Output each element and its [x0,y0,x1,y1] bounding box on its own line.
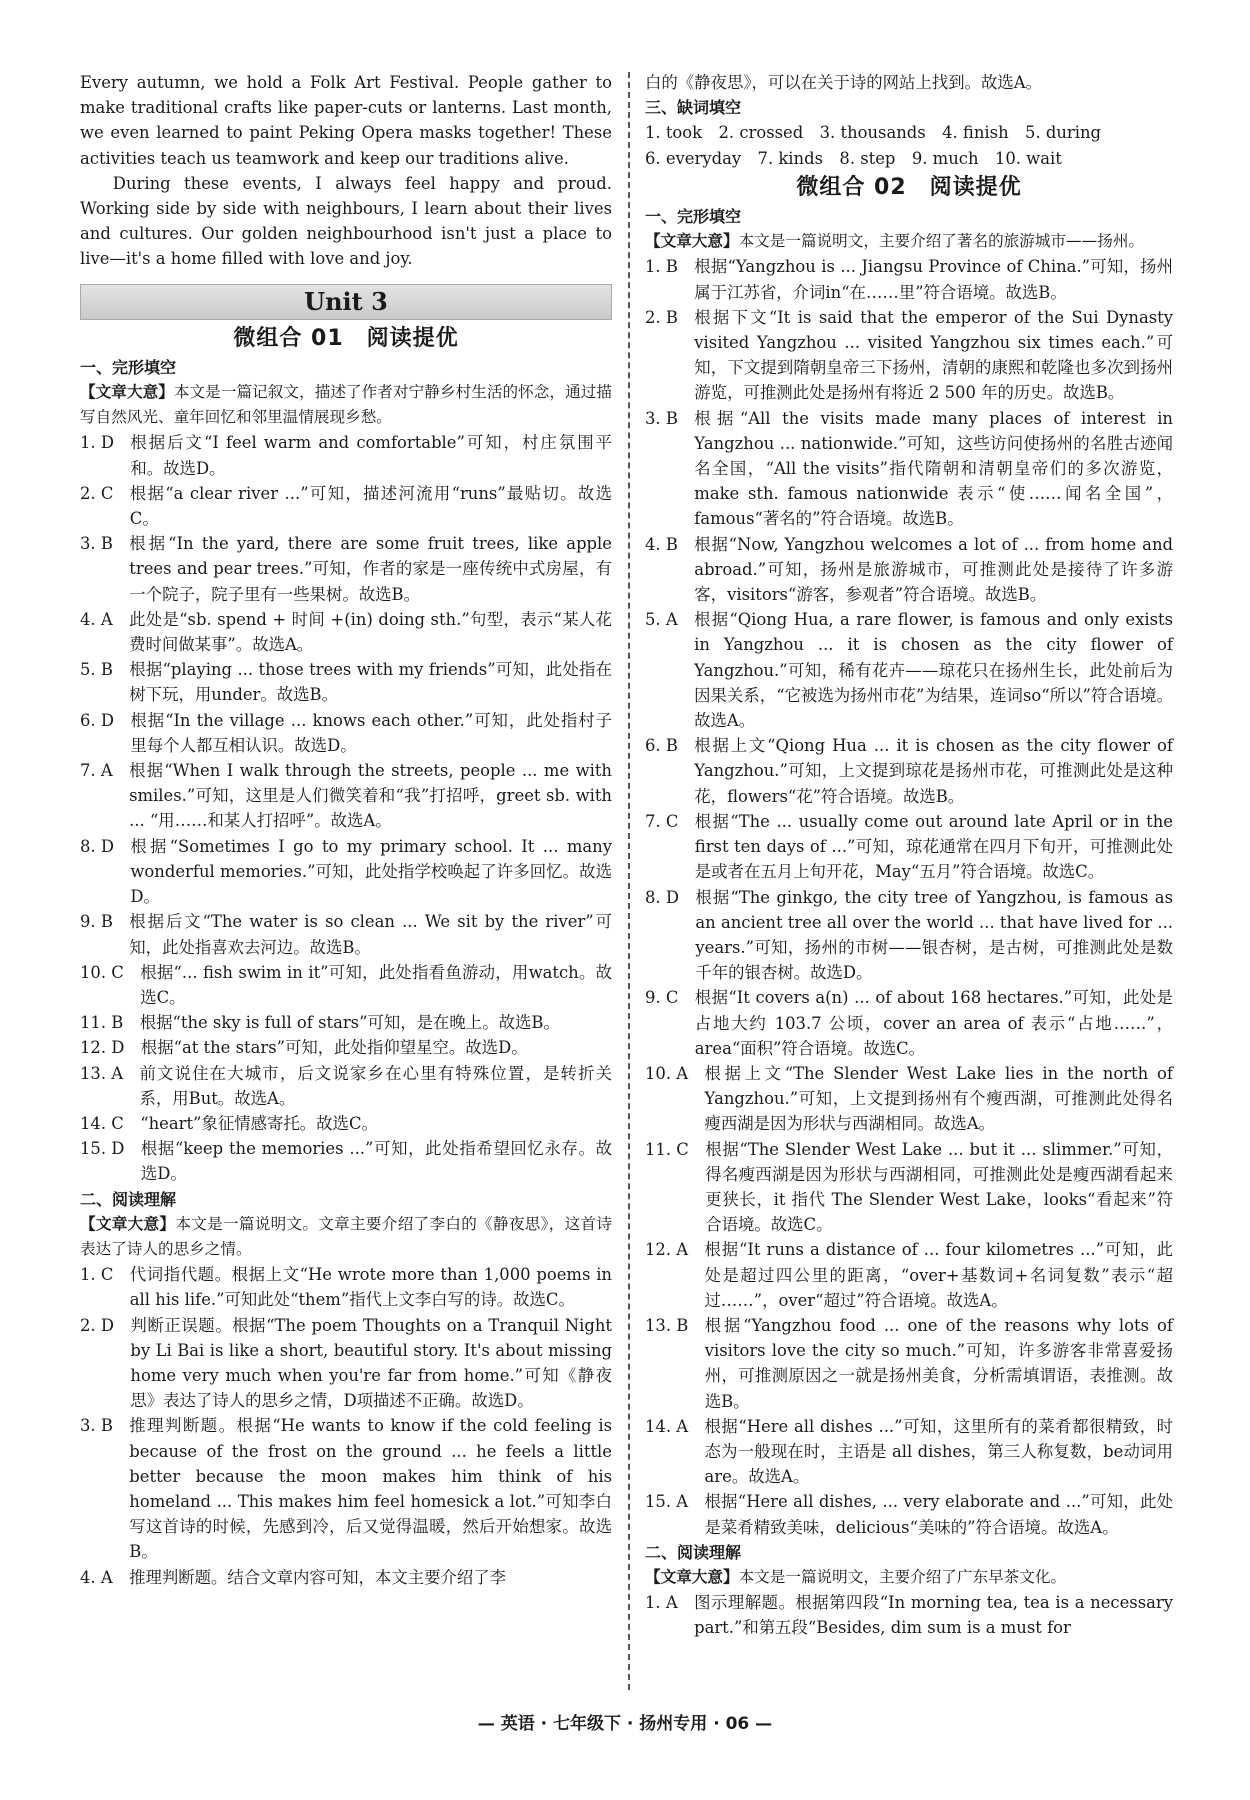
answer-number: 4. B [645,534,695,554]
section-heading-reading: 二、阅读理解 [645,1542,742,1562]
answer-explanation: 根据“Now, Yangzhou welcomes a lot of ... from home and abroad.”可知，扬州是旅游城市，可推测此处是接待了许多游客，visitors“游客，参观者”符合语境。故选B。 [694,534,1173,605]
answer-list-reading [80,1262,612,1590]
answer-explanation: 根据“It covers a(n) ... of about 168 hectares.”可知，此处是占地大约 103.7 公顷，cover an area of 表示“占地……”，area“面积”符合语境。故选C。 [694,988,1173,1058]
answer-item [80,481,612,531]
answer-item [80,1262,612,1312]
answer-explanation: 根据上文“Qiong Hua ... it is chosen as the city flower of Yangzhou.”可知，上文提到琼花是扬州市花，可推测此处是这种花，flowers“花”符合语境。故选B。 [694,736,1173,806]
answer-number: 14. C [80,1113,141,1133]
answer-number: 3. B [645,408,695,428]
answer-explanation: 代词指代题。根据上文“He wrote more than 1,000 poems in all his life.”可知此处“them”指代上文李白写的诗。故选C。 [129,1265,612,1310]
answer-item [80,1061,612,1111]
answer-item [645,406,1173,532]
answer-explanation: 根据“Here all dishes ...”可知，这里所有的菜肴都很精致，时态为一般现在时，主语是 all dishes，第三人称复数，be动词用are。故选A。 [704,1416,1173,1487]
passage-paragraph: Every autumn, we hold a Folk Art Festival. People gather to make traditional crafts like paper-cuts or lanterns. Last month, we even learned to paint Peking Opera masks together! These activities teach us teamwork and keep our traditions alive. [80,73,612,168]
answer-item [645,1414,1173,1490]
summary-tag: 【文章大意】 [645,232,739,251]
answer-item [80,1565,612,1590]
answer-number: 2. C [80,483,130,503]
answer-explanation: 根据“at the stars”可知，此处指仰望星空。故选D。 [140,1038,528,1058]
answer-item [645,1061,1173,1137]
answer-item [645,985,1173,1061]
answer-explanation: 根据“Qiong Hua, a rare flower, is famous and only exists in Yangzhou ... it is chosen as the city flower of Yangzhou.”可知，稀有花卉——琼花只在扬州生长，此处前后为因果关系，“它被选为扬州市花”为结果，连词so“所以”符合语境。故选A。 [694,610,1173,731]
answer-number: 9. B [80,912,130,932]
summary-tag: 【文章大意】 [80,383,174,402]
right-column [645,70,1173,1641]
answer-item [80,1413,612,1564]
answer-item [645,1590,1173,1640]
answer-item [80,909,612,959]
answer-number: 2. B [645,307,695,327]
answer-number: 15. A [645,1492,705,1512]
answer-number: 7. C [645,811,695,831]
answer-number: 9. C [645,988,695,1008]
answer-number: 6. D [80,710,131,730]
answer-item [80,1035,612,1060]
answer-list-cloze [80,430,612,1186]
summary-text: 本文是一篇说明文。文章主要介绍了李白的《静夜思》，这首诗表达了诗人的思乡之情。 [80,1214,612,1258]
answer-item [645,305,1173,406]
answer-number: 5. A [645,610,695,630]
page-footer: — 英语 · 七年级下 · 扬州专用 · 06 — [477,1714,773,1734]
answer-number: 3. B [80,1416,130,1436]
answer-number: 11. B [80,1013,140,1033]
answer-number: 10. C [80,962,141,982]
answer-explanation: 根据“Here all dishes, ... very elaborate and ...”可知，此处是菜肴精致美味，delicious“美味的”符合语境。故选A。 [704,1492,1173,1537]
answer-explanation: 根据“keep the memories ...”可知，此处指希望回忆永存。故选D。 [140,1139,612,1184]
section-heading-reading: 二、阅读理解 [80,1189,177,1209]
answer-number: 14. A [645,1416,705,1436]
answer-number: 15. D [80,1139,141,1159]
answer-item [645,1489,1173,1539]
answer-number: 8. D [80,836,131,856]
group-title-02: 微组合 02 阅读提优 [796,174,1022,200]
answer-explanation: 根据“In the village ... knows each other.”可知，此处指村子里每个人都互相认识。故选D。 [130,710,612,755]
answer-explanation: 根据“It runs a distance of ... four kilometres ...”可知，此处是超过四公里的距离，“over+基数词+名词复数”表示“超过……”，over“超过”符合语境。故选A。 [704,1240,1173,1310]
answer-explanation: 根据“Yangzhou is ... Jiangsu Province of China.”可知，扬州属于江苏省，介词in“在……里”符合语境。故选B。 [694,257,1173,302]
answer-item [645,885,1173,986]
column-divider [628,72,630,1690]
answer-explanation: 根据“Yangzhou food ... one of the reasons why lots of visitors love the city so much.”可知，许多游客非常喜爱扬州，可推测原因之一就是扬州美食，分析需填谓语，表推测。故选B。 [704,1315,1173,1411]
article-summary [645,229,1173,254]
article-summary [80,1212,612,1262]
answer-explanation: 根据“In the yard, there are some fruit trees, like apple trees and pear trees.”可知，作者的家是一座传统中式房屋，有一个院子，院子里有一些果树。故选B。 [129,534,612,604]
answer-explanation: 根据后文“I feel warm and comfortable”可知，村庄氛围平和。故选D。 [130,433,612,478]
article-summary [645,1565,1173,1590]
answer-item [80,758,612,834]
group-title-01: 微组合 01 阅读提优 [233,325,459,351]
fill-answers-row: 1. took 2. crossed 3. thousands 4. finish 5. during [645,123,1102,143]
answer-explanation: 根据“Sometimes I go to my primary school. It ... many wonderful memories.”可知，此处指学校唤起了许多回忆。故选D。 [130,836,612,907]
summary-text: 本文是一篇说明文，主要介绍了广东早茶文化。 [738,1567,1067,1586]
answer-number: 3. B [80,534,130,554]
answer-number: 6. B [645,736,695,756]
answer-number: 1. B [645,257,695,277]
answer-item [645,254,1173,304]
answer-number: 4. A [80,1567,130,1587]
section-heading-fill: 三、缺词填空 [645,98,742,118]
section-heading-cloze: 一、完形填空 [80,357,177,377]
answer-number: 1. C [80,1265,130,1285]
answer-number: 8. D [645,887,696,907]
section-heading-cloze: 一、完形填空 [645,207,742,227]
fill-answers-row: 6. everyday 7. kinds 8. step 9. much 10. wait [645,148,1062,168]
answer-number: 12. D [80,1038,141,1058]
left-column [80,70,612,1590]
answer-list-cloze [645,254,1173,1539]
continued-answer: 白的《静夜思》，可以在关于诗的网站上找到。故选A。 [645,73,1043,92]
answer-item [80,531,612,607]
answer-explanation: 前文说住在大城市，后文说家乡在心里有特殊位置，是转折关系，用But。故选A。 [139,1063,612,1108]
answer-number: 4. A [80,609,130,629]
answer-number: 1. D [80,433,131,453]
answer-explanation: 根据后文“The water is so clean ... We sit by the river”可知，此处指喜欢去河边。故选B。 [129,912,612,957]
answer-explanation: 判断正误题。根据“The poem Thoughts on a Tranquil Night by Li Bai is like a short, beautiful story. It's about missing home very much when you're far from home.”可知《静夜思》表达了诗人的思乡之情，D项描述不正确。故选D。 [130,1315,612,1411]
answer-item [80,430,612,480]
answer-item [645,809,1173,885]
answer-item [80,834,612,910]
answer-item [645,1237,1173,1313]
answer-explanation: 根据“the sky is full of stars”可知，是在晚上。故选B。 [139,1013,560,1033]
answer-item [645,607,1173,733]
answer-explanation: 图示理解题。根据第四段“In morning tea, tea is a necessary part.”和第五段“Besides, dim sum is a must for [694,1593,1173,1638]
answer-explanation: 推理判断题。结合文章内容可知，本文主要介绍了李 [129,1567,507,1587]
answer-number: 5. B [80,660,130,680]
answer-number: 12. A [645,1240,705,1260]
answer-explanation: 根据“The Slender West Lake ... but it ... slimmer.”可知，得名瘦西湖是因为形状与西湖相同，可推测此处是瘦西湖看起来更狭长，it 指代 The Slender West Lake，looks“看起来”符合语境。故选C。 [705,1139,1173,1235]
answer-number: 2. D [80,1315,131,1335]
answer-explanation: 推理判断题。根据“He wants to know if the cold feeling is because of the frost on the ground ... he feels a little better because the moon makes him think of his homeland ... This makes him feel homesick a lot.”可知李白写这首诗的时候，先感到冷，后又觉得温暖，然后开始想家。故选B。 [129,1416,612,1562]
answer-explanation: 根据下文“It is said that the emperor of the Sui Dynasty visited Yangzhou ... visited Yangzhou six times each.”可知，下文提到隋朝皇帝三下扬州，清朝的康熙和乾隆也多次到扬州游览，可推测此处是扬州有将近 2 500 年的历史。故选B。 [694,307,1173,403]
answer-explanation: 根据上文“The Slender West Lake lies in the north of Yangzhou.”可知，上文提到扬州有个瘦西湖，可推测此处得名瘦西湖是因为形状与西湖相同。故选A。 [704,1063,1173,1134]
answer-item [80,708,612,758]
answer-explanation: 根据“a clear river ...”可知，描述河流用“runs”最贴切。故选C。 [129,483,612,529]
summary-text: 本文是一篇记叙文，描述了作者对宁静乡村生活的怀念，通过描写自然风光、童年回忆和邻里温情展现乡愁。 [80,383,612,427]
answer-item [645,1313,1173,1414]
answer-number: 7. A [80,761,130,781]
passage-paragraph: During these events, I always feel happy and proud. Working side by side with neighbours, I learn about their lives and cultures. Our golden neighbourhood isn't just a place to live—it's a home filled with love and joy. [80,173,612,269]
answer-item [645,733,1173,809]
answer-number: 13. B [645,1315,705,1335]
unit-banner: Unit 3 [80,284,612,320]
answer-explanation: 此处是“sb. spend + 时间 +(in) doing sth.”句型，表示“某人花费时间做某事”。故选A。 [129,609,612,655]
answer-number: 13. A [80,1063,140,1083]
answer-number: 1. A [645,1593,695,1613]
answer-explanation: “heart”象征情感寄托。故选C。 [140,1113,378,1133]
answer-item [80,657,612,707]
reading-passage [80,70,612,272]
answer-explanation: 根据“... fish swim in it”可知，此处指看鱼游动，用watch。故选C。 [140,962,612,1007]
answer-number: 10. A [645,1063,705,1083]
answer-explanation: 根据“playing ... those trees with my friends”可知，此处指在树下玩，用under。故选B。 [129,660,612,705]
answer-item [80,1010,612,1035]
summary-text: 本文是一篇说明文，主要介绍了著名的旅游城市——扬州。 [738,232,1145,251]
answer-explanation: 根据“The ... usually come out around late April or in the first ten days of ...”可知，琼花通常在四月下旬开，可推测此处是或者在五月上旬开花，May“五月”符合语境。故选C。 [694,811,1173,882]
article-summary [80,380,612,430]
answer-list-reading [645,1590,1173,1640]
answer-number: 11. C [645,1139,706,1159]
answer-item [645,532,1173,608]
answer-item [80,607,612,657]
answer-explanation: 根据“The ginkgo, the city tree of Yangzhou, is famous as an ancient tree all over the world ... that have lived for ... years.”可知，扬州的市树——银杏树，是古树，可推测此处是数千年的银杏树。故选D。 [695,887,1173,983]
answer-item [80,1313,612,1414]
answer-explanation: 根据“All the visits made many places of interest in Yangzhou ... nationwide.”可知，这些访问使扬州的名胜古迹闻名全国，“All the visits”指代隋朝和清朝皇帝们的多次游览，make sth. famous nationwide 表示“使……闻名全国”，famous“著名的”符合语境。故选B。 [694,408,1173,529]
answer-item [80,1136,612,1186]
answer-item [80,960,612,1010]
summary-tag: 【文章大意】 [80,1214,176,1233]
answer-explanation: 根据“When I walk through the streets, people ... me with smiles.”可知，这里是人们微笑着和“我”打招呼，greet sb. with ... “用……和某人打招呼”。故选A。 [129,761,612,831]
answer-item [80,1111,612,1136]
summary-tag: 【文章大意】 [645,1567,739,1586]
answer-item [645,1137,1173,1238]
